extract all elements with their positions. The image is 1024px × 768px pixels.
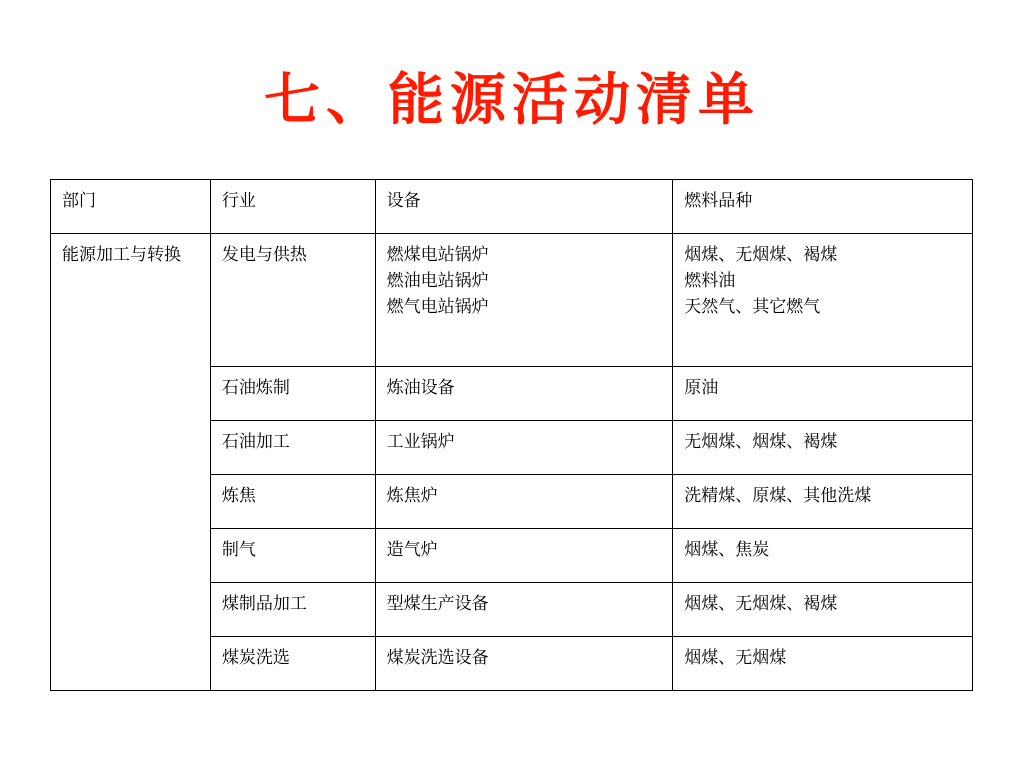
fuel-cell: 原油 xyxy=(673,367,973,421)
equipment-cell: 型煤生产设备 xyxy=(375,583,673,637)
page-title: 七、能源活动清单 xyxy=(264,67,760,133)
fuel-cell: 无烟煤、烟煤、褐煤 xyxy=(673,421,973,475)
header-department: 部门 xyxy=(51,180,211,234)
table-header-row xyxy=(51,180,973,234)
equipment-cell: 煤炭洗选设备 xyxy=(375,637,673,691)
industry-cell: 石油加工 xyxy=(210,421,375,475)
industry-cell: 煤炭洗选 xyxy=(210,637,375,691)
equipment-cell: 造气炉 xyxy=(375,529,673,583)
equipment-cell: 炼油设备 xyxy=(375,367,673,421)
table-row xyxy=(51,234,973,367)
fuel-cell: 烟煤、焦炭 xyxy=(673,529,973,583)
equipment-cell: 炼焦炉 xyxy=(375,475,673,529)
energy-activity-table xyxy=(50,179,973,691)
header-fuel-type: 燃料品种 xyxy=(673,180,973,234)
header-industry: 行业 xyxy=(210,180,375,234)
fuel-cell: 烟煤、无烟煤、褐煤 燃料油 天然气、其它燃气 xyxy=(673,234,973,367)
industry-cell: 石油炼制 xyxy=(210,367,375,421)
department-cell: 能源加工与转换 xyxy=(51,234,211,691)
equipment-cell: 燃煤电站锅炉 燃油电站锅炉 燃气电站锅炉 xyxy=(375,234,673,367)
fuel-cell: 烟煤、无烟煤、褐煤 xyxy=(673,583,973,637)
industry-cell: 煤制品加工 xyxy=(210,583,375,637)
industry-cell: 炼焦 xyxy=(210,475,375,529)
industry-cell: 制气 xyxy=(210,529,375,583)
fuel-cell: 洗精煤、原煤、其他洗煤 xyxy=(673,475,973,529)
equipment-cell: 工业锅炉 xyxy=(375,421,673,475)
fuel-cell: 烟煤、无烟煤 xyxy=(673,637,973,691)
industry-cell: 发电与供热 xyxy=(210,234,375,367)
header-equipment: 设备 xyxy=(375,180,673,234)
